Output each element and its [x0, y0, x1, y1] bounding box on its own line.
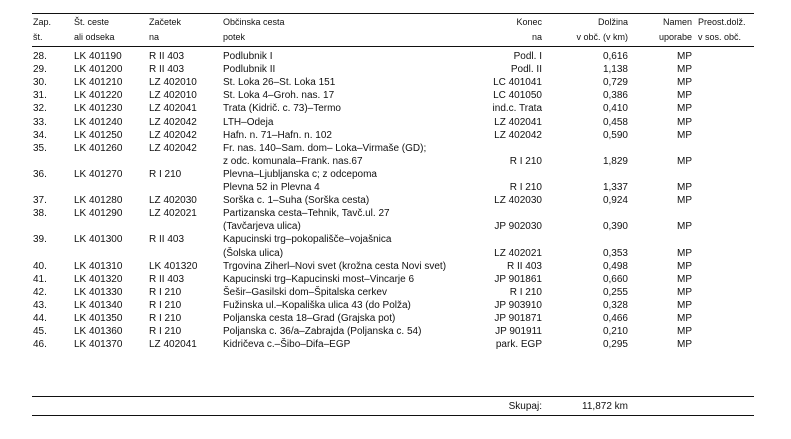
table-row	[0, 299, 791, 312]
start-point: R II 403	[149, 273, 185, 285]
table-row	[0, 142, 791, 155]
table-row	[0, 260, 791, 273]
start-point: LZ 402042	[149, 129, 197, 141]
length-km: 0,466	[602, 313, 628, 324]
start-point: R I 210	[149, 299, 182, 311]
end-point: JP 901871	[494, 313, 542, 324]
row-number: 44.	[33, 313, 47, 324]
row-number: 33.	[33, 116, 47, 128]
route-description: Partizanska cesta–Tehnik, Tavč.ul. 27	[223, 208, 390, 220]
usage-type: MP	[677, 326, 692, 338]
start-point: R I 210	[149, 326, 182, 338]
road-id: LK 401300	[74, 234, 123, 246]
total-label: Skupaj:	[508, 401, 542, 412]
usage-type: MP	[677, 339, 692, 351]
road-id: LK 401250	[74, 129, 123, 141]
start-point: LZ 402021	[149, 208, 197, 220]
end-point: R II 403	[506, 260, 542, 272]
end-point: LC 401050	[493, 90, 542, 102]
start-point: LZ 402010	[149, 90, 197, 102]
route-description: St. Loka 26–St. Loka 151	[223, 77, 336, 89]
road-id: LK 401320	[74, 273, 123, 285]
table-row	[0, 89, 791, 102]
end-point: R I 210	[509, 182, 542, 193]
table-row	[0, 155, 791, 168]
length-km: 0,498	[602, 260, 628, 272]
road-id: LK 401330	[74, 286, 123, 298]
route-description: Kidričeva c.–Šibo–Difa–EGP	[223, 339, 351, 351]
start-point: R I 210	[149, 168, 182, 180]
route-description: St. Loka 4–Groh. nas. 17	[223, 90, 335, 102]
table-row	[0, 181, 791, 194]
route-description: z odc. komunala–Frank. nas.67	[223, 155, 363, 167]
table-row	[0, 207, 791, 220]
row-number: 39.	[33, 234, 47, 246]
header-length-2: v obč. (v km)	[576, 32, 628, 42]
route-description: (Šolska ulica)	[223, 247, 284, 259]
route-description: Podlubnik I	[223, 51, 273, 62]
route-description: Poljanska cesta 18–Grad (Grajska pot)	[223, 313, 396, 324]
header-end: Konec	[516, 17, 542, 27]
header-start: Začetek	[149, 17, 182, 27]
header-row-2	[0, 31, 791, 43]
start-point: R II 403	[149, 51, 185, 62]
table-row	[0, 116, 791, 129]
usage-type: MP	[677, 116, 692, 128]
usage-type: MP	[677, 260, 692, 272]
row-number: 35.	[33, 142, 47, 154]
row-number: 40.	[33, 260, 47, 272]
route-description: Kapucinski trg–pokopališče–vojašnica	[223, 234, 392, 246]
road-id: LK 401290	[74, 208, 123, 220]
route-description: (Tavčarjeva ulica)	[223, 221, 301, 233]
end-point: LZ 402041	[494, 116, 542, 128]
road-id: LK 401220	[74, 90, 123, 102]
table-row	[0, 102, 791, 115]
length-km: 1,138	[602, 64, 628, 76]
end-point: JP 903910	[494, 299, 542, 311]
road-id: LK 401210	[74, 77, 123, 89]
total-row	[0, 400, 791, 413]
usage-type: MP	[677, 247, 692, 259]
route-description: Šešir–Gasilski dom–Špitalska cerkev	[223, 286, 387, 298]
row-number: 37.	[33, 195, 47, 207]
table-row	[0, 286, 791, 299]
header-route-2: potek	[223, 32, 246, 42]
start-point: R I 210	[149, 286, 182, 298]
header-use: Namen	[662, 17, 692, 27]
route-description: Fr. nas. 140–Sam. dom– Loka–Virmaše (GD);	[223, 142, 427, 154]
row-number: 42.	[33, 286, 47, 298]
start-point: LZ 402010	[149, 77, 197, 89]
length-km: 0,660	[602, 273, 628, 285]
length-km: 0,353	[602, 247, 628, 259]
row-number: 36.	[33, 168, 47, 180]
length-km: 0,386	[602, 90, 628, 102]
row-number: 34.	[33, 129, 47, 141]
length-km: 0,255	[602, 286, 628, 298]
road-id: LK 401350	[74, 313, 123, 324]
end-point: JP 902030	[494, 221, 542, 233]
header-remaining: Preost.dolž.	[698, 17, 746, 27]
end-point: LZ 402030	[494, 195, 542, 207]
row-number: 30.	[33, 77, 47, 89]
start-point: R II 403	[149, 234, 185, 246]
total-value: 11,872 km	[582, 401, 628, 412]
header-row-1	[0, 16, 791, 28]
row-number: 29.	[33, 64, 47, 76]
usage-type: MP	[677, 299, 692, 311]
end-point: JP 901911	[495, 326, 542, 338]
table-row	[0, 312, 791, 325]
start-point: LZ 402030	[149, 195, 197, 207]
end-point: Podl. II	[510, 64, 542, 76]
table-row	[0, 273, 791, 286]
header-rule	[32, 46, 754, 47]
usage-type: MP	[677, 195, 692, 207]
usage-type: MP	[677, 155, 692, 167]
row-number: 28.	[33, 51, 47, 62]
row-number: 32.	[33, 103, 47, 115]
usage-type: MP	[677, 51, 692, 62]
bottom-rule	[32, 415, 754, 416]
route-description: Hafn. n. 71–Hafn. n. 102	[223, 129, 332, 141]
row-number: 43.	[33, 299, 47, 311]
row-number: 31.	[33, 90, 47, 102]
table-row	[0, 247, 791, 260]
length-km: 0,590	[602, 129, 628, 141]
road-id: LK 401240	[74, 116, 123, 128]
length-km: 0,410	[602, 103, 628, 115]
end-point: JP 901861	[494, 273, 542, 285]
end-point: LC 401041	[493, 77, 542, 89]
header-remaining-2: v sos. obč.	[698, 32, 742, 42]
usage-type: MP	[677, 273, 692, 285]
header-length: Dolžina	[597, 17, 628, 27]
end-point: ind.c. Trata	[492, 103, 542, 115]
table-row	[0, 325, 791, 338]
start-point: R I 210	[149, 313, 182, 324]
usage-type: MP	[677, 129, 692, 141]
road-id: LK 401270	[74, 168, 123, 180]
end-point: park. EGP	[495, 339, 542, 351]
row-number: 41.	[33, 273, 47, 285]
route-description: Plevna–Ljubljanska c; z odcepoma	[223, 168, 377, 180]
end-point: Podl. I	[513, 51, 542, 62]
header-road-id: Št. ceste	[74, 17, 110, 27]
length-km: 0,328	[602, 299, 628, 311]
header-route: Občinska cesta	[223, 17, 285, 27]
road-id: LK 401200	[74, 64, 123, 76]
length-km: 0,458	[602, 116, 628, 128]
usage-type: MP	[677, 90, 692, 102]
end-point: LZ 402021	[494, 247, 542, 259]
usage-type: MP	[677, 221, 692, 233]
road-id: LK 401370	[74, 339, 123, 351]
row-number: 45.	[33, 326, 47, 338]
start-point: LK 401320	[149, 260, 198, 272]
road-id: LK 401310	[74, 260, 123, 272]
start-point: LZ 402042	[149, 116, 197, 128]
row-number: 46.	[33, 339, 47, 351]
table-row	[0, 220, 791, 233]
route-description: Trgovina Ziherl–Novi svet (krožna cesta Novi svet)	[223, 260, 447, 272]
table-row	[0, 63, 791, 76]
road-id: LK 401260	[74, 142, 123, 154]
header-use-2: uporabe	[658, 32, 692, 42]
start-point: R II 403	[149, 64, 185, 76]
table-row	[0, 50, 791, 63]
usage-type: MP	[677, 64, 692, 76]
road-id: LK 401230	[74, 103, 123, 115]
length-km: 0,295	[602, 339, 628, 351]
header-road-id-2: ali odseka	[74, 32, 115, 42]
route-description: LTH–Odeja	[223, 116, 274, 128]
header-no-2: št.	[33, 32, 43, 42]
header-no: Zap.	[33, 17, 52, 27]
route-description: Sorška c. 1–Suha (Sorška cesta)	[223, 195, 370, 207]
usage-type: MP	[677, 313, 692, 324]
header-start-2: na	[149, 32, 160, 42]
body-rule	[32, 396, 754, 397]
length-km: 1,829	[602, 155, 628, 167]
usage-type: MP	[677, 182, 692, 193]
length-km: 0,729	[602, 77, 628, 89]
header-end-2: na	[531, 32, 542, 42]
route-description: Trata (Kidrič. c. 73)–Termo	[223, 103, 341, 115]
top-rule	[32, 13, 754, 14]
route-description: Kapucinski trg–Kapucinski most–Vincarje 6	[223, 273, 415, 285]
table-row	[0, 129, 791, 142]
end-point: R I 210	[509, 155, 542, 167]
road-id: LK 401280	[74, 195, 123, 207]
table-row	[0, 76, 791, 89]
length-km: 0,616	[602, 51, 628, 62]
start-point: LZ 402042	[149, 142, 197, 154]
table-row	[0, 233, 791, 246]
route-description: Fužinska ul.–Kopališka ulica 43 (do Polža)	[223, 299, 411, 311]
length-km: 0,390	[602, 221, 628, 233]
route-description: Plevna 52 in Plevna 4	[223, 182, 320, 193]
table-row	[0, 338, 791, 351]
length-km: 1,337	[602, 182, 628, 193]
end-point: LZ 402042	[494, 129, 542, 141]
length-km: 0,210	[602, 326, 628, 338]
road-id: LK 401340	[74, 299, 123, 311]
table-row	[0, 194, 791, 207]
road-id: LK 401190	[74, 51, 122, 62]
route-description: Poljanska c. 36/a–Zabrajda (Poljanska c. 54)	[223, 326, 422, 338]
usage-type: MP	[677, 77, 692, 89]
route-description: Podlubnik II	[223, 64, 276, 76]
row-number: 38.	[33, 208, 47, 220]
usage-type: MP	[677, 286, 692, 298]
length-km: 0,924	[602, 195, 628, 207]
table-row	[0, 168, 791, 181]
end-point: R I 210	[509, 286, 542, 298]
usage-type: MP	[677, 103, 692, 115]
road-id: LK 401360	[74, 326, 123, 338]
start-point: LZ 402041	[149, 103, 197, 115]
start-point: LZ 402041	[149, 339, 197, 351]
